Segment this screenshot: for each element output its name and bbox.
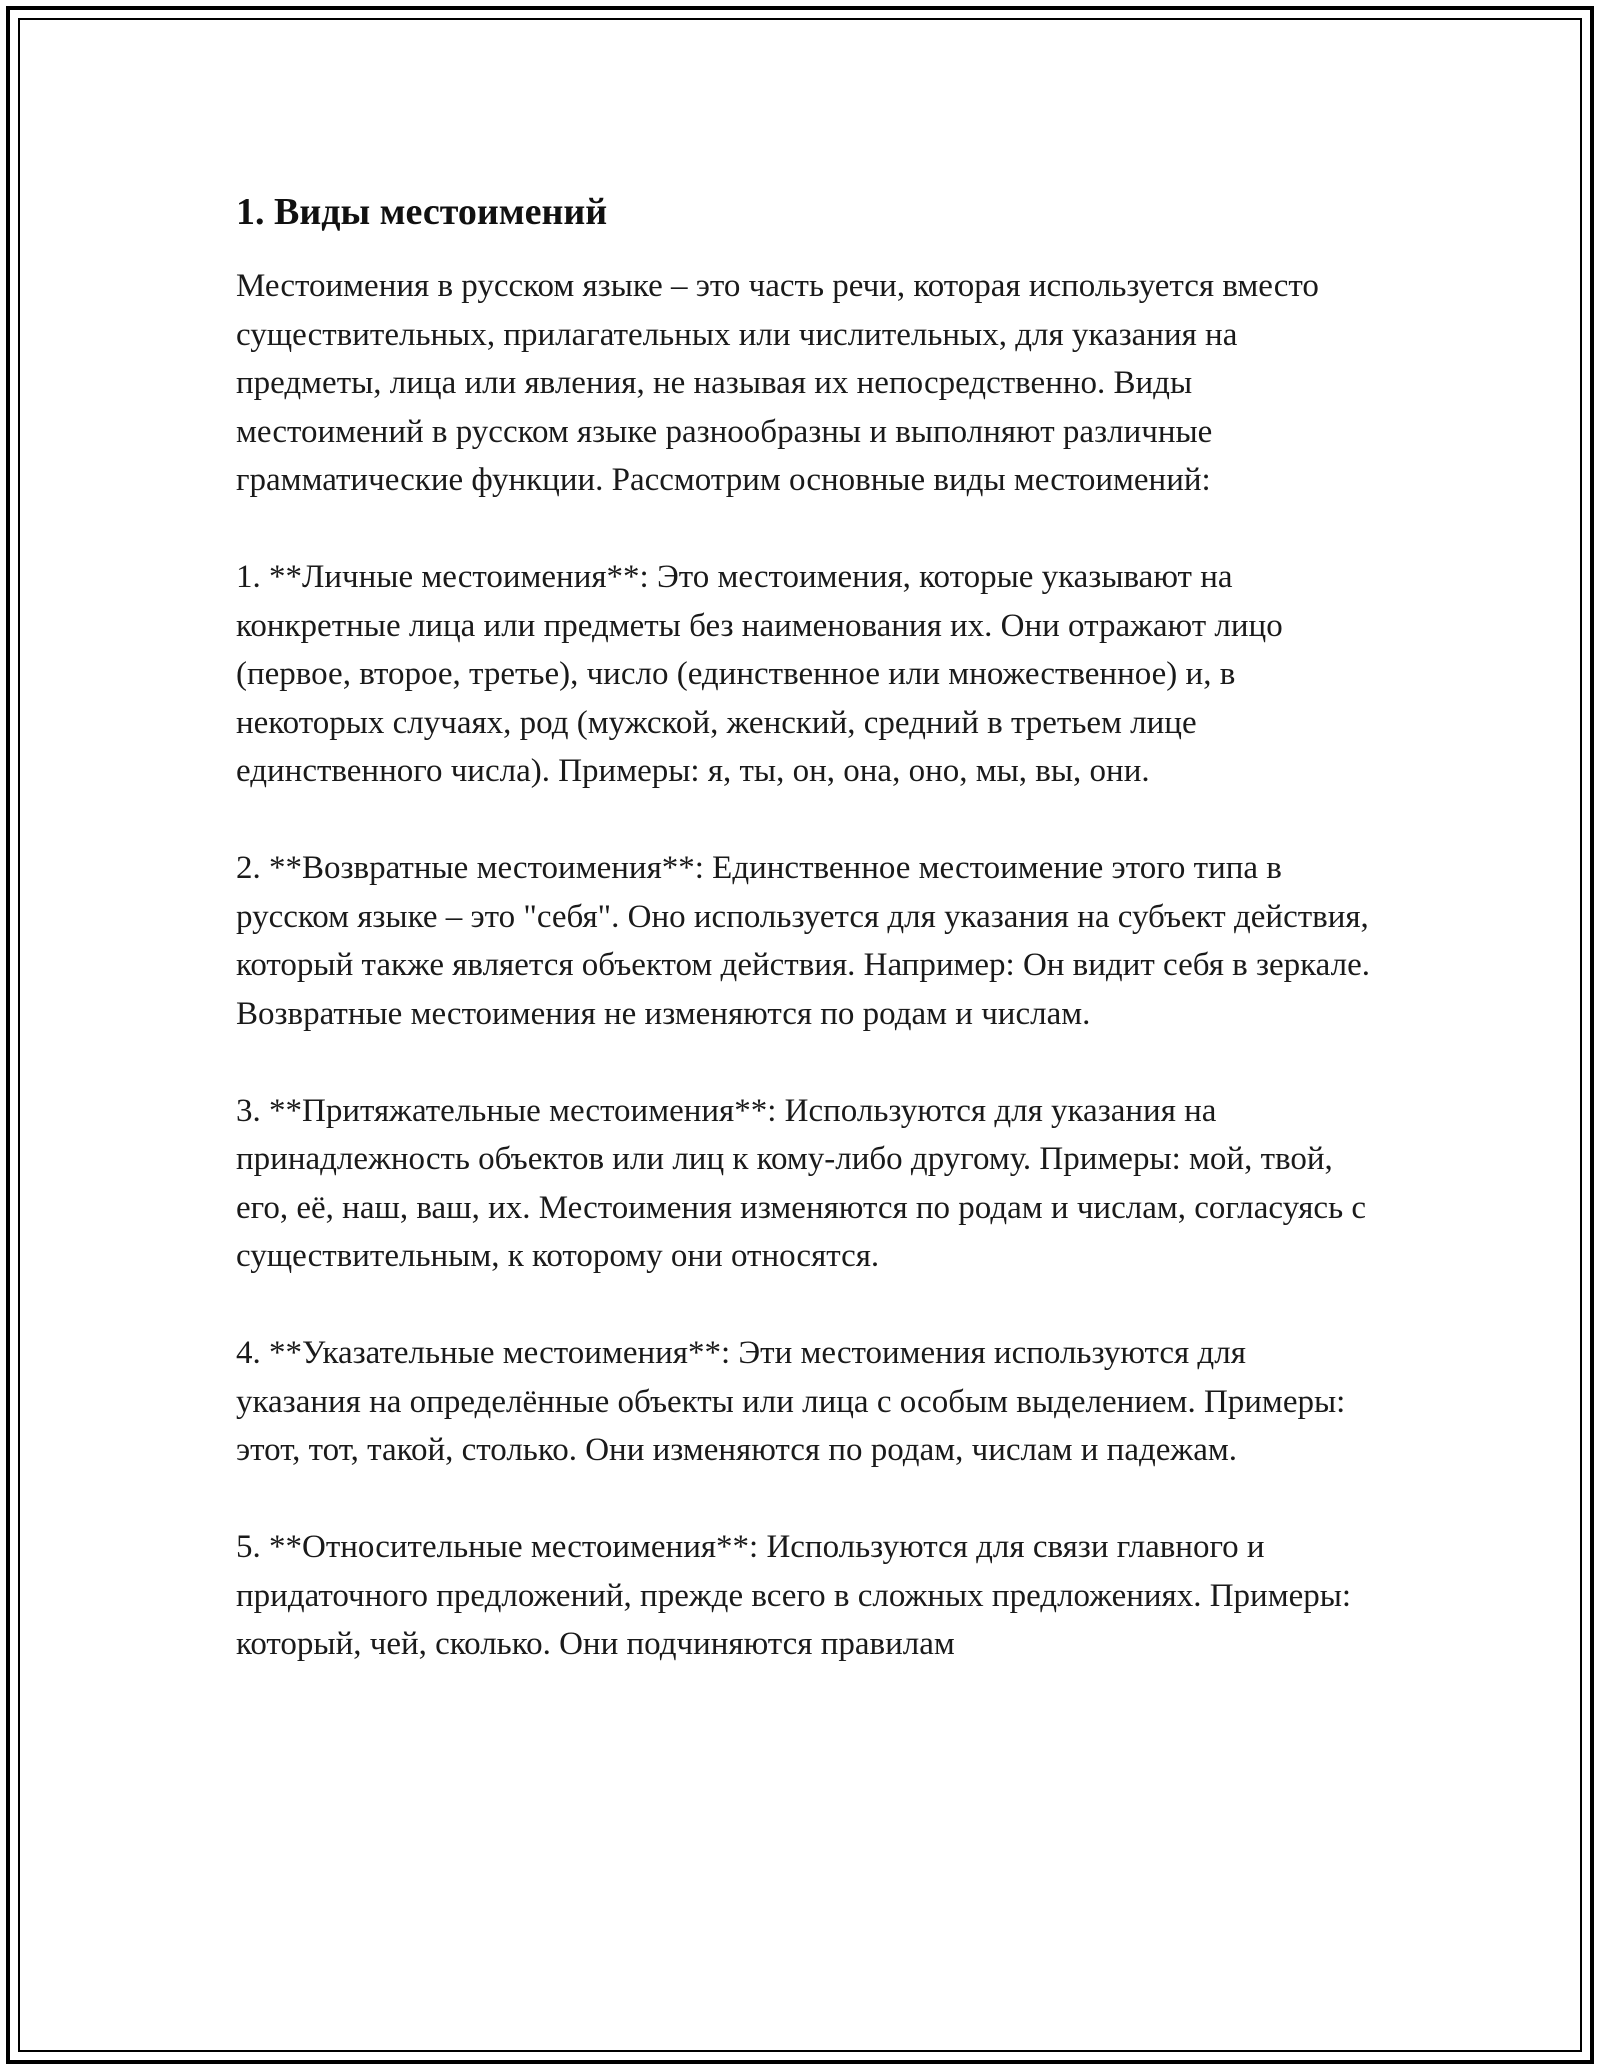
document-body [236, 188, 1376, 1669]
list-item-personal-pronouns: 1. **Личные местоимения**: Это местоимения, которые указывают на конкретные лица или предметы без наименования их. Они отражают лицо (первое, второе, третье), число (единственное или множественное) и, в некоторых случаях, род (мужской, женский, средний в третьем лице единственного числа). Примеры: я, ты, он, она, оно, мы, вы, они. [236, 559, 1283, 789]
list-item-relative-pronouns: 5. **Относительные местоимения**: Используются для связи главного и придаточного предложений, прежде всего в сложных предложениях. Примеры: который, чей, сколько. Они подчиняются правилам [236, 1529, 1352, 1662]
intro-paragraph: Местоимения в русском языке – это часть речи, которая используется вместо существительных, прилагательных или числительных, для указания на предметы, лица или явления, не называя их непосредственно. Виды местоимений в русском языке разнообразны и выполняют различные грамматические функции. Рассмотрим основные виды местоимений: [236, 268, 1319, 498]
list-item-possessive-pronouns: 3. **Притяжательные местоимения**: Используются для указания на принадлежность объектов или лиц к кому-либо другому. Примеры: мой, твой, его, её, наш, ваш, их. Местоимения изменяются по родам и числам, согласуясь с существительным, к которому они относятся. [236, 1092, 1367, 1274]
list-item-demonstrative-pronouns: 4. **Указательные местоимения**: Эти местоимения используются для указания на определённые объекты или лица с особым выделением. Примеры: этот, тот, такой, столько. Они изменяются по родам, числам и падежам. [236, 1335, 1346, 1468]
list-item-reflexive-pronouns: 2. **Возвратные местоимения**: Единственное местоимение этого типа в русском языке – это "себя". Оно используется для указания на субъект действия, который также является объектом действия. Например: Он видит себя в зеркале. Возвратные местоимения не изменяются по родам и числам. [236, 850, 1370, 1032]
section-heading: 1. Виды местоимений [236, 191, 608, 233]
